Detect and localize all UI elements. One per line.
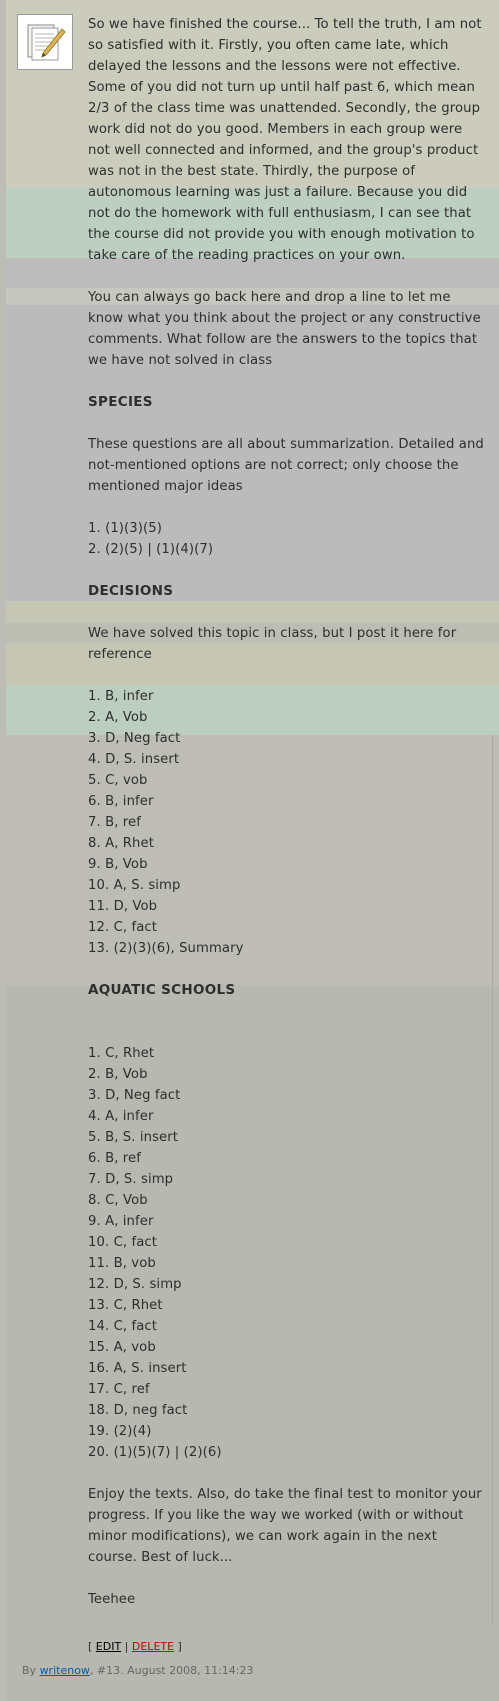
answer-line: 4. A, infer — [88, 1109, 154, 1124]
answer-line: 1. C, Rhet — [88, 1046, 155, 1061]
answer-line: 18. D, neg fact — [88, 1403, 188, 1418]
answer-line: 9. A, infer — [88, 1214, 154, 1229]
answer-line: 7. D, S. simp — [88, 1172, 174, 1187]
answer-line: 12. D, S. simp — [88, 1277, 182, 1292]
answer-line: 14. C, fact — [88, 1319, 158, 1334]
answer-line: 19. (2)(4) — [88, 1424, 152, 1439]
species-note: These questions are all about summarization. Detailed and not-mentioned options are not correct; only choose the mentioned major ideas — [88, 437, 484, 494]
answer-line: 11. D, Vob — [88, 899, 158, 914]
post-meta: , #13. August 2008, 11:14:23 — [89, 1664, 254, 1677]
post-byline — [22, 1664, 254, 1677]
section-title-decisions: DECISIONS — [88, 583, 174, 599]
answer-line: 6. B, infer — [88, 794, 154, 809]
answer-line: 2. B, Vob — [88, 1067, 148, 1082]
answer-line: 13. C, Rhet — [88, 1298, 163, 1313]
byline-by: By — [22, 1664, 37, 1677]
author-link[interactable]: writenow — [39, 1664, 90, 1677]
answer-line: 3. D, Neg fact — [88, 731, 181, 746]
forum-post — [6, 0, 499, 1701]
answer-line: 20. (1)(5)(7) | (2)(6) — [88, 1445, 222, 1460]
answer-line: 8. A, Rhet — [88, 836, 154, 851]
answer-line: 9. B, Vob — [88, 857, 148, 872]
answer-line: 16. A, S. insert — [88, 1361, 187, 1376]
answer-line: 1. (1)(3)(5) — [88, 521, 163, 536]
delete-link[interactable]: DELETE — [131, 1640, 175, 1653]
answer-line: 13. (2)(3)(6), Summary — [88, 941, 244, 956]
answer-line: 2. A, Vob — [88, 710, 148, 725]
section-title-species: SPECIES — [88, 394, 153, 410]
answer-line: 10. C, fact — [88, 1235, 158, 1250]
answer-line: 5. C, vob — [88, 773, 148, 788]
intro-paragraph: So we have finished the course... To tell the truth, I am not so satisfied with it. Firstly, you often came late, which delayed the lessons and the lessons were not effective. Some of you did not turn up until half past 6, which mean 2/3 of the class time was unattended. Secondly, the group work did not do you good. Members in each group were not well connected and informed, and the group's product was not in the best state. Thirdly, the purpose of autonomous learning was just a failure. Because you did not do the homework with full enthusiasm, I can see that the course did not provide you with enough motivation to take care of the reading practices on your own. — [88, 17, 482, 263]
post-body — [88, 14, 488, 1610]
answer-line: 11. B, vob — [88, 1256, 156, 1271]
notepad-pen-icon — [18, 19, 72, 65]
edit-link[interactable]: EDIT — [95, 1640, 122, 1653]
section-title-aquatic-schools: AQUATIC SCHOOLS — [88, 982, 236, 998]
feedback-paragraph: You can always go back here and drop a line to let me know what you think about the project or any constructive comments. What follow are the answers to the topics that we have not solved in class — [88, 290, 481, 368]
answer-line: 7. B, ref — [88, 815, 141, 830]
answer-line: 4. D, S. insert — [88, 752, 180, 767]
answer-line: 15. A, vob — [88, 1340, 156, 1355]
answer-line: 3. D, Neg fact — [88, 1088, 181, 1103]
avatar — [17, 14, 73, 70]
post-actions: [ EDIT | DELETE ] — [88, 1640, 182, 1653]
answer-line: 10. A, S. simp — [88, 878, 181, 893]
answer-line: 5. B, S. insert — [88, 1130, 179, 1145]
answer-line: 2. (2)(5) | (1)(4)(7) — [88, 542, 214, 557]
answer-line: 12. C, fact — [88, 920, 158, 935]
answer-line: 6. B, ref — [88, 1151, 141, 1166]
decisions-note: We have solved this topic in class, but I post it here for reference — [88, 626, 457, 662]
signoff: Teehee — [88, 1592, 136, 1607]
answer-line: 8. C, Vob — [88, 1193, 148, 1208]
closing-paragraph: Enjoy the texts. Also, do take the final test to monitor your progress. If you like the way we worked (with or without minor modifications), we can work again in the next course. Best of luck... — [88, 1487, 482, 1565]
answer-line: 17. C, ref — [88, 1382, 150, 1397]
answer-line: 1. B, infer — [88, 689, 154, 704]
